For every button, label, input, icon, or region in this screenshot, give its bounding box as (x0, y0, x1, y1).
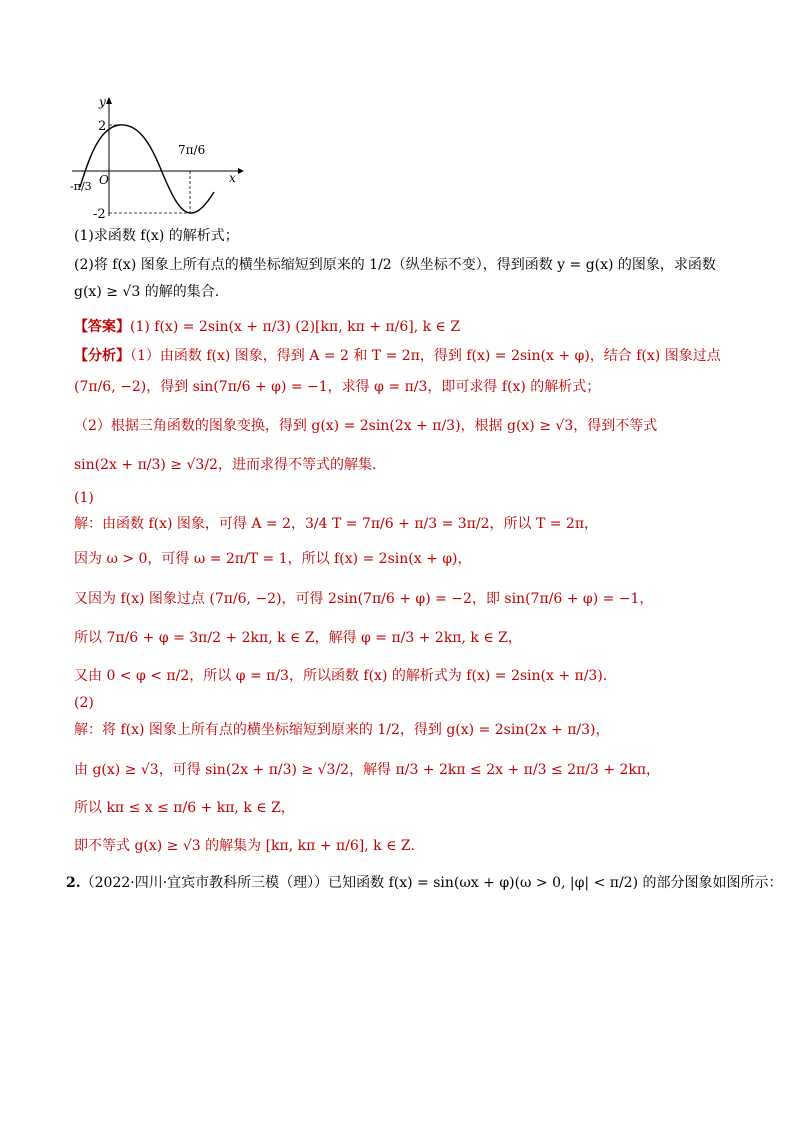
y-axis-arrow-icon (106, 97, 112, 104)
question-part-2-line-1: (2)将 f(x) 图象上所有点的横坐标缩短到原来的 1/2（纵坐标不变），得到函数 y = g(x) 的图象，求函数 (74, 257, 716, 273)
solution-2-line-1: 解：将 f(x) 图象上所有点的横坐标缩短到原来的 1/2，得到 g(x) = 2sin(2x + π/3)， (74, 722, 610, 738)
x-axis-arrow-icon (238, 168, 244, 174)
solution-1-line-2: 因为 ω > 0，可得 ω = 2π/T = 1，所以 f(x) = 2sin(x + φ)， (74, 551, 472, 567)
analysis-line-3: （2）根据三角函数的图象变换，得到 g(x) = 2sin(2x + π/3)，根据 g(x) ≥ √3，得到不等式 (74, 418, 658, 434)
solution-1-line-1: 解：由函数 f(x) 图象，可得 A = 2，3/4 T = 7π/6 + π/3 = 3π/2，所以 T = 2π， (74, 516, 599, 532)
solution-2-line-3: 所以 kπ ≤ x ≤ π/6 + kπ, k ∈ Z， (74, 800, 295, 816)
sine-curve (80, 125, 214, 213)
analysis-tag: 【分析】 (74, 348, 130, 364)
y-axis-label: y (99, 95, 106, 109)
x-axis-label: x (229, 171, 236, 185)
origin-label: O (99, 173, 109, 187)
y-max-label: 2 (98, 119, 107, 134)
answer-tag: 【答案】 (74, 319, 130, 335)
next-question-number: 2. (66, 875, 81, 891)
answer-line (74, 317, 460, 337)
next-question-text: （2022·四川·宜宾市教科所三模（理））已知函数 f(x) = sin(ωx + φ)(ω > 0, |φ| < π/2) 的部分图象如图所示： (80, 875, 783, 891)
x-left-label: -π/3 (70, 180, 92, 193)
analysis-line-1 (74, 346, 721, 366)
analysis-text-1: （1）由函数 f(x) 图象，得到 A = 2 和 T = 2π，得到 f(x) = 2sin(x + φ)，结合 f(x) 图象过点 (130, 348, 721, 364)
x-right-label: 7π/6 (178, 143, 206, 157)
question-part-2-line-2: g(x) ≥ √3 的解的集合. (74, 284, 220, 300)
solution-2-line-4: 即不等式 g(x) ≥ √3 的解集为 [kπ, kπ + π/6], k ∈ Z. (74, 838, 415, 854)
next-question (66, 873, 783, 893)
question-part-1: (1)求函数 f(x) 的解析式； (74, 228, 239, 244)
y-min-label: -2 (93, 207, 106, 222)
solution-1-line-5: 又由 0 < φ < π/2，所以 φ = π/3，所以函数 f(x) 的解析式为 f(x) = 2sin(x + π/3). (74, 668, 608, 684)
part-2-label: (2) (74, 695, 94, 711)
solution-1-line-4: 所以 7π/6 + φ = 3π/2 + 2kπ, k ∈ Z，解得 φ = π/3 + 2kπ, k ∈ Z， (74, 630, 522, 646)
part-1-label: (1) (74, 490, 94, 506)
solution-1-line-3: 又因为 f(x) 图象过点 (7π/6, −2)，可得 2sin(7π/6 + φ) = −2，即 sin(7π/6 + φ) = −1， (74, 591, 654, 607)
solution-2-line-2: 由 g(x) ≥ √3，可得 sin(2x + π/3) ≥ √3/2，解得 π/3 + 2kπ ≤ 2x + π/3 ≤ 2π/3 + 2kπ， (74, 762, 661, 778)
analysis-line-4: sin(2x + π/3) ≥ √3/2，进而求得不等式的解集. (74, 457, 377, 473)
function-graph (66, 92, 246, 222)
analysis-line-2: (7π/6, −2)，得到 sin(7π/6 + φ) = −1，求得 φ = π/3，即可求得 f(x) 的解析式； (74, 379, 601, 395)
answer-text: (1) f(x) = 2sin(x + π/3) (2)[kπ, kπ + π/6], k ∈ Z (130, 319, 461, 335)
